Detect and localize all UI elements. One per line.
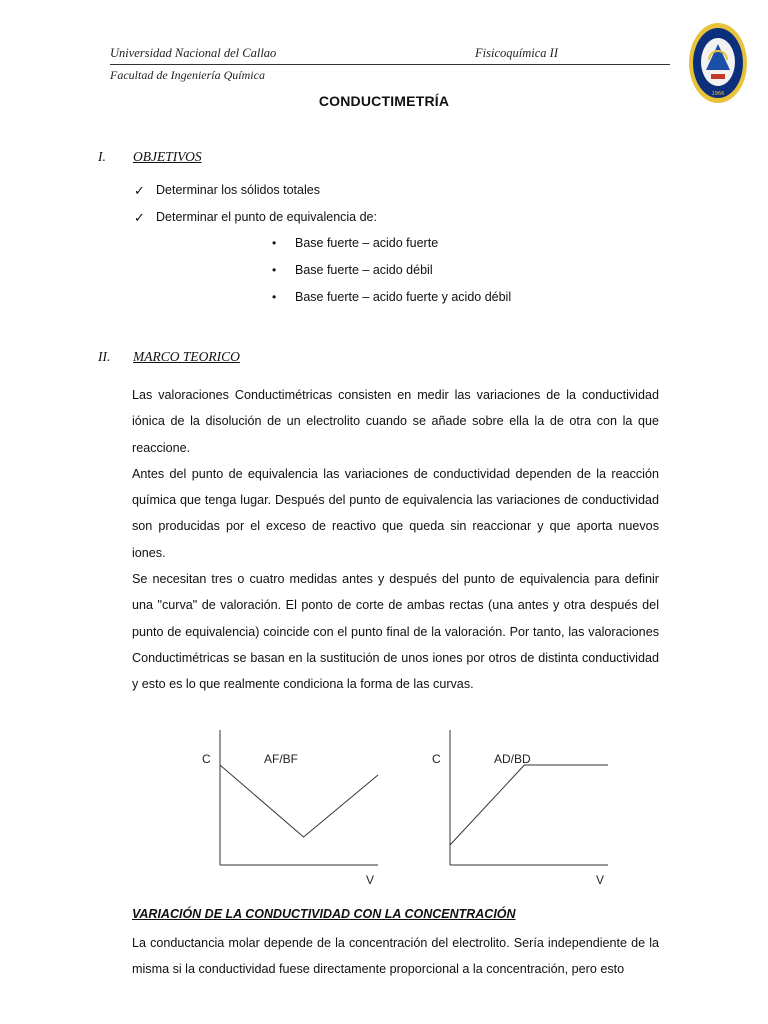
university-logo: [688, 22, 748, 104]
course-name: Fisicoquímica II: [475, 46, 558, 60]
x-axis-label: V: [366, 873, 375, 887]
chart-ad-bd: [420, 715, 620, 890]
paragraph: Se necesitan tres o cuatro medidas antes y después del punto de equivalencia para definir una "curva" de valoración. El ponto de corte de ambas rectas (una antes y otra después del punto de equivalencia) coincide con el punto final de la valoración. Por tanto, las valoraciones Conductimétricas se basan en la sustitución de unos iones por otros de distinta conductividad y esto es lo que realmente condiciona la forma de las curvas.: [132, 572, 659, 692]
x-axis-label: V: [596, 873, 605, 887]
section-label: OBJETIVOS: [133, 149, 202, 164]
paragraph: Las valoraciones Conductimétricas consisten en medir las variaciones de la conductividad iónica de la disolución de un electrolito cuando se añade sobre ella la de otra con la que reaccione.: [132, 388, 659, 455]
logo-base-band: [711, 74, 725, 79]
section-label: MARCO TEORICO: [133, 349, 240, 364]
chart-af-bf: [190, 715, 390, 890]
series-line: [450, 765, 608, 845]
section-number: I.: [98, 149, 106, 164]
paragraph: La conductancia molar depende de la concentración del electrolito. Sería independiente de la misma si la conductividad fuese directamente proporcional a la concentración, pero esto: [132, 936, 659, 977]
section-number: II.: [98, 349, 111, 364]
paragraph: Antes del punto de equivalencia las variaciones de conductividad dependen de la reacción química que tenga lugar. Después del punto de equivalencia las variaciones de conductividad son producidas por el exceso de reactivo que queda sin reaccionar y que aporta nuevos iones.: [132, 466, 659, 560]
checkmark-icon: ✓: [134, 183, 145, 198]
y-axis-label: C: [202, 752, 211, 766]
bullet-icon: •: [272, 236, 277, 250]
y-axis-label: C: [432, 752, 441, 766]
bullet-text: Base fuerte – acido fuerte y acido débil: [295, 290, 512, 304]
header-top-line: [110, 42, 670, 65]
bullet-text: Base fuerte – acido débil: [295, 263, 433, 277]
chart-title: AD/BD: [494, 752, 531, 766]
university-name: Universidad Nacional del Callao: [110, 46, 277, 60]
marco-teorico-body: [132, 382, 659, 698]
faculty-name: Facultad de Ingeniería Química: [110, 68, 265, 82]
logo-year: 1966: [711, 91, 725, 97]
objective-text: Determinar el punto de equivalencia de:: [156, 210, 377, 224]
subsection-heading: VARIACIÓN DE LA CONDUCTIVIDAD CON LA CONCENTRACIÓN: [132, 907, 516, 921]
objective-text: Determinar los sólidos totales: [156, 183, 320, 197]
checkmark-icon: ✓: [134, 210, 145, 225]
bullet-icon: •: [272, 263, 277, 277]
page-header: [110, 42, 670, 85]
series-line: [220, 765, 378, 837]
document-title: CONDUCTIMETRÍA: [318, 93, 450, 109]
chart-title: AF/BF: [264, 752, 299, 766]
bullet-text: Base fuerte – acido fuerte: [295, 236, 439, 250]
subsection-body: [132, 930, 659, 983]
bullet-icon: •: [272, 290, 277, 304]
